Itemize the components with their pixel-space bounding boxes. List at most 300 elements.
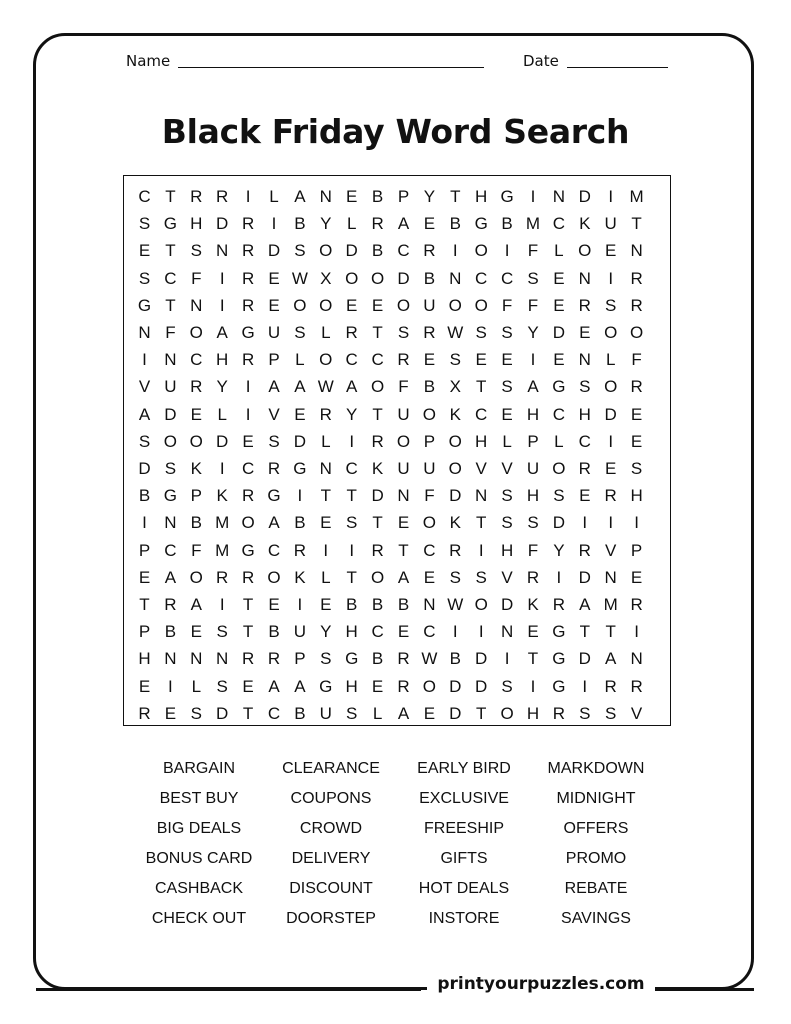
grid-letter[interactable]: I <box>634 513 639 533</box>
grid-letter[interactable]: S <box>501 323 513 342</box>
grid-letter[interactable]: I <box>219 295 225 315</box>
grid-letter[interactable]: O <box>293 295 307 315</box>
grid-letter[interactable]: N <box>500 622 514 642</box>
grid-letter[interactable]: C <box>267 540 281 560</box>
grid-letter[interactable]: E <box>501 350 513 370</box>
grid-letter[interactable]: O <box>448 295 462 315</box>
grid-letter[interactable]: S <box>320 649 332 669</box>
grid-letter[interactable]: P <box>294 649 306 669</box>
grid-letter[interactable]: O <box>319 241 333 261</box>
grid-letter[interactable]: O <box>552 459 566 478</box>
grid-letter[interactable]: C <box>138 187 151 206</box>
grid-letter[interactable]: S <box>501 513 513 533</box>
grid-letter[interactable]: N <box>552 187 566 206</box>
grid-letter[interactable]: I <box>608 513 614 533</box>
grid-letter[interactable]: R <box>138 703 151 723</box>
grid-letter[interactable]: N <box>164 513 177 533</box>
grid-letter[interactable]: T <box>165 295 176 315</box>
grid-letter[interactable]: M <box>215 540 230 560</box>
grid-letter[interactable]: P <box>423 431 436 451</box>
grid-letter[interactable]: O <box>370 377 385 397</box>
grid-letter[interactable]: B <box>371 595 384 614</box>
grid-letter[interactable]: O <box>474 295 488 315</box>
grid-letter[interactable]: R <box>267 459 281 478</box>
grid-letter[interactable]: O <box>422 676 436 696</box>
grid-letter[interactable]: I <box>530 676 536 696</box>
grid-letter[interactable]: P <box>268 350 280 370</box>
grid-letter[interactable]: L <box>321 323 331 342</box>
grid-letter[interactable]: E <box>138 567 151 587</box>
grid-letter[interactable]: L <box>554 241 564 261</box>
grid-letter[interactable]: S <box>475 323 487 342</box>
grid-letter[interactable]: R <box>345 323 358 342</box>
grid-letter[interactable]: I <box>478 540 484 560</box>
grid-letter[interactable]: I <box>452 241 458 261</box>
grid-letter[interactable]: R <box>526 567 540 587</box>
grid-letter[interactable]: H <box>526 703 540 723</box>
grid-letter[interactable]: U <box>423 295 436 315</box>
grid-letter[interactable]: F <box>191 540 202 560</box>
grid-letter[interactable]: B <box>294 513 306 533</box>
grid-letter[interactable]: E <box>605 459 617 478</box>
grid-letter[interactable]: N <box>216 241 229 261</box>
grid-letter[interactable]: O <box>163 431 177 451</box>
grid-letter[interactable]: R <box>630 377 643 397</box>
grid-letter[interactable]: E <box>346 295 358 315</box>
grid-letter[interactable]: R <box>241 241 255 261</box>
grid-letter[interactable]: U <box>293 622 307 642</box>
grid-letter[interactable]: U <box>604 214 617 234</box>
grid-letter[interactable]: E <box>320 513 332 533</box>
grid-letter[interactable]: A <box>294 676 306 696</box>
grid-letter[interactable]: D <box>138 459 151 478</box>
grid-letter[interactable]: E <box>371 295 384 315</box>
grid-letter[interactable]: R <box>397 350 410 370</box>
grid-letter[interactable]: F <box>527 540 539 560</box>
grid-letter[interactable]: G <box>163 214 177 234</box>
grid-letter[interactable]: T <box>320 486 331 506</box>
grid-letter[interactable]: P <box>138 540 151 560</box>
grid-letter[interactable]: V <box>630 703 643 723</box>
grid-letter[interactable]: I <box>530 350 536 370</box>
grid-letter[interactable]: G <box>552 649 566 669</box>
grid-letter[interactable]: S <box>138 268 151 288</box>
grid-letter[interactable]: T <box>139 595 150 614</box>
grid-letter[interactable]: L <box>372 703 383 723</box>
date-field-line[interactable] <box>567 67 668 68</box>
grid-letter[interactable]: I <box>608 187 614 206</box>
grid-letter[interactable]: D <box>578 567 591 587</box>
grid-letter[interactable]: C <box>578 431 591 451</box>
grid-letter[interactable]: E <box>138 241 151 261</box>
grid-letter[interactable]: A <box>397 567 410 587</box>
grid-letter[interactable]: E <box>138 676 151 696</box>
grid-letter[interactable]: C <box>371 622 384 642</box>
grid-letter[interactable]: E <box>630 567 643 587</box>
grid-letter[interactable]: R <box>578 295 591 315</box>
grid-letter[interactable]: H <box>526 404 540 424</box>
grid-letter[interactable]: F <box>501 295 513 315</box>
grid-letter[interactable]: R <box>578 459 591 478</box>
grid-letter[interactable]: E <box>423 350 436 370</box>
grid-letter[interactable]: U <box>164 377 177 397</box>
grid-letter[interactable]: H <box>526 486 540 506</box>
grid-letter[interactable]: P <box>527 431 539 451</box>
grid-letter[interactable]: O <box>474 241 488 261</box>
name-field-line[interactable] <box>178 67 484 68</box>
grid-letter[interactable]: L <box>295 350 305 370</box>
grid-letter[interactable]: A <box>397 214 410 234</box>
grid-letter[interactable]: K <box>449 404 461 424</box>
grid-letter[interactable]: S <box>190 241 202 261</box>
grid-letter[interactable]: F <box>165 323 176 342</box>
grid-letter[interactable]: D <box>475 649 488 669</box>
grid-letter[interactable]: T <box>475 513 487 533</box>
grid-letter[interactable]: H <box>475 187 488 206</box>
grid-letter[interactable]: N <box>190 649 203 669</box>
grid-letter[interactable]: D <box>552 513 566 533</box>
grid-letter[interactable]: S <box>605 295 617 315</box>
grid-letter[interactable]: T <box>346 486 357 506</box>
grid-letter[interactable]: I <box>245 187 251 206</box>
grid-letter[interactable]: P <box>397 187 410 206</box>
grid-letter[interactable]: M <box>215 513 230 533</box>
grid-letter[interactable]: F <box>398 377 409 397</box>
grid-letter[interactable]: C <box>345 350 358 370</box>
grid-letter[interactable]: V <box>501 459 513 478</box>
grid-letter[interactable]: E <box>320 595 332 614</box>
grid-letter[interactable]: S <box>216 676 228 696</box>
grid-letter[interactable]: G <box>345 649 359 669</box>
grid-letter[interactable]: F <box>527 295 539 315</box>
grid-letter[interactable]: C <box>500 268 514 288</box>
grid-letter[interactable]: O <box>189 431 203 451</box>
grid-letter[interactable]: G <box>552 377 566 397</box>
grid-letter[interactable]: C <box>267 703 281 723</box>
grid-letter[interactable]: R <box>216 567 229 587</box>
grid-letter[interactable]: D <box>552 323 566 342</box>
grid-letter[interactable]: B <box>397 595 410 614</box>
grid-letter[interactable]: H <box>138 649 151 669</box>
grid-letter[interactable]: B <box>268 622 280 642</box>
grid-letter[interactable]: N <box>138 323 151 342</box>
grid-letter[interactable]: S <box>294 241 306 261</box>
grid-letter[interactable]: G <box>241 540 255 560</box>
grid-letter[interactable]: A <box>294 187 306 206</box>
grid-letter[interactable]: G <box>241 323 255 342</box>
grid-letter[interactable]: S <box>630 459 643 478</box>
grid-letter[interactable]: R <box>241 486 255 506</box>
grid-letter[interactable]: C <box>552 404 566 424</box>
grid-letter[interactable]: T <box>631 214 642 234</box>
grid-letter[interactable]: R <box>552 703 566 723</box>
grid-letter[interactable]: E <box>553 295 565 315</box>
grid-letter[interactable]: O <box>370 567 385 587</box>
grid-letter[interactable]: K <box>449 513 461 533</box>
grid-letter[interactable]: O <box>604 377 618 397</box>
grid-letter[interactable]: T <box>475 703 487 723</box>
grid-letter[interactable]: L <box>269 187 279 206</box>
grid-letter[interactable]: S <box>294 323 306 342</box>
grid-letter[interactable]: F <box>631 350 642 370</box>
grid-letter[interactable]: S <box>164 459 177 478</box>
grid-letter[interactable]: R <box>397 676 410 696</box>
grid-letter[interactable]: I <box>349 540 355 560</box>
grid-letter[interactable]: A <box>138 404 151 424</box>
grid-letter[interactable]: O <box>345 268 359 288</box>
grid-letter[interactable]: R <box>371 214 384 234</box>
grid-letter[interactable]: B <box>164 622 177 642</box>
grid-letter[interactable]: O <box>422 513 436 533</box>
grid-letter[interactable]: D <box>371 486 384 506</box>
grid-letter[interactable]: S <box>397 323 410 342</box>
grid-letter[interactable]: E <box>527 622 539 642</box>
grid-letter[interactable]: O <box>396 431 411 451</box>
grid-letter[interactable]: E <box>242 431 254 451</box>
grid-letter[interactable]: N <box>319 187 332 206</box>
grid-letter[interactable]: E <box>423 703 436 723</box>
grid-letter[interactable]: E <box>268 595 280 614</box>
grid-letter[interactable]: E <box>371 676 384 696</box>
grid-letter[interactable]: S <box>346 703 358 723</box>
grid-letter[interactable]: B <box>423 268 436 288</box>
grid-letter[interactable]: T <box>372 513 383 533</box>
grid-letter[interactable]: H <box>475 431 488 451</box>
grid-letter[interactable]: S <box>138 214 151 234</box>
grid-letter[interactable]: S <box>346 513 358 533</box>
grid-letter[interactable]: E <box>268 295 280 315</box>
grid-letter[interactable]: U <box>267 323 281 342</box>
grid-letter[interactable]: N <box>630 241 643 261</box>
grid-letter[interactable]: P <box>630 540 643 560</box>
grid-letter[interactable]: P <box>138 622 151 642</box>
grid-letter[interactable]: F <box>191 268 202 288</box>
grid-letter[interactable]: A <box>294 377 306 397</box>
grid-letter[interactable]: M <box>603 595 618 614</box>
grid-letter[interactable]: D <box>500 595 514 614</box>
grid-letter[interactable]: A <box>346 377 358 397</box>
grid-letter[interactable]: N <box>475 486 488 506</box>
grid-letter[interactable]: R <box>267 649 281 669</box>
grid-letter[interactable]: N <box>578 350 591 370</box>
grid-letter[interactable]: S <box>553 486 565 506</box>
grid-letter[interactable]: R <box>604 486 617 506</box>
grid-letter[interactable]: X <box>449 377 461 397</box>
grid-letter[interactable]: G <box>500 187 514 206</box>
grid-letter[interactable]: I <box>297 486 303 506</box>
grid-letter[interactable]: O <box>370 268 385 288</box>
grid-letter[interactable]: A <box>164 567 177 587</box>
grid-letter[interactable]: Y <box>320 622 332 642</box>
grid-letter[interactable]: G <box>552 676 566 696</box>
grid-letter[interactable]: B <box>294 214 306 234</box>
grid-letter[interactable]: I <box>634 622 639 642</box>
grid-letter[interactable]: L <box>554 431 564 451</box>
grid-letter[interactable]: R <box>241 295 255 315</box>
grid-letter[interactable]: B <box>449 649 461 669</box>
grid-letter[interactable]: I <box>582 676 588 696</box>
grid-letter[interactable]: N <box>423 595 436 614</box>
grid-letter[interactable]: G <box>163 486 177 506</box>
grid-letter[interactable]: G <box>552 622 566 642</box>
grid-letter[interactable]: D <box>293 431 307 451</box>
grid-letter[interactable]: B <box>423 377 436 397</box>
grid-letter[interactable]: A <box>579 595 591 614</box>
grid-letter[interactable]: D <box>578 649 591 669</box>
grid-letter[interactable]: L <box>191 676 202 696</box>
grid-letter[interactable]: I <box>219 268 225 288</box>
grid-letter[interactable]: S <box>501 486 513 506</box>
grid-letter[interactable]: L <box>321 567 331 587</box>
grid-letter[interactable]: R <box>423 323 436 342</box>
grid-letter[interactable]: C <box>164 540 177 560</box>
grid-letter[interactable]: N <box>578 268 591 288</box>
grid-letter[interactable]: S <box>475 567 487 587</box>
grid-letter[interactable]: X <box>320 268 332 288</box>
grid-letter[interactable]: R <box>604 676 617 696</box>
grid-letter[interactable]: R <box>578 540 591 560</box>
grid-letter[interactable]: I <box>478 622 484 642</box>
grid-letter[interactable]: R <box>371 431 384 451</box>
grid-letter[interactable]: W <box>447 595 464 614</box>
grid-letter[interactable]: U <box>319 703 332 723</box>
grid-letter[interactable]: R <box>241 268 255 288</box>
grid-letter[interactable]: I <box>530 187 536 206</box>
grid-letter[interactable]: E <box>501 404 513 424</box>
grid-letter[interactable]: R <box>423 241 436 261</box>
grid-letter[interactable]: G <box>267 486 281 506</box>
grid-letter[interactable]: Y <box>553 540 565 560</box>
grid-letter[interactable]: B <box>138 486 151 506</box>
grid-letter[interactable]: T <box>346 567 357 587</box>
grid-letter[interactable]: I <box>245 377 251 397</box>
grid-letter[interactable]: U <box>423 459 436 478</box>
grid-letter[interactable]: C <box>164 268 177 288</box>
grid-letter[interactable]: S <box>579 377 591 397</box>
grid-letter[interactable]: S <box>449 567 461 587</box>
grid-letter[interactable]: E <box>605 241 617 261</box>
grid-letter[interactable]: I <box>142 350 147 370</box>
grid-letter[interactable]: P <box>190 486 202 506</box>
grid-letter[interactable]: K <box>294 567 306 587</box>
grid-letter[interactable]: T <box>372 404 383 424</box>
grid-letter[interactable]: R <box>241 214 255 234</box>
grid-letter[interactable]: V <box>268 404 280 424</box>
grid-letter[interactable]: I <box>142 513 147 533</box>
grid-letter[interactable]: I <box>556 567 562 587</box>
grid-letter[interactable]: O <box>396 295 411 315</box>
grid-letter[interactable]: R <box>241 567 255 587</box>
grid-letter[interactable]: Y <box>527 323 539 342</box>
grid-letter[interactable]: K <box>190 459 202 478</box>
grid-letter[interactable]: L <box>321 431 331 451</box>
grid-letter[interactable]: S <box>579 703 591 723</box>
grid-letter[interactable]: S <box>190 703 202 723</box>
grid-letter[interactable]: S <box>138 431 151 451</box>
grid-letter[interactable]: O <box>319 295 333 315</box>
grid-letter[interactable]: W <box>291 268 308 288</box>
grid-letter[interactable]: R <box>397 649 410 669</box>
grid-letter[interactable]: E <box>423 214 436 234</box>
grid-letter[interactable]: C <box>397 241 410 261</box>
grid-letter[interactable]: O <box>189 567 203 587</box>
grid-letter[interactable]: C <box>552 214 566 234</box>
grid-letter[interactable]: K <box>371 459 384 478</box>
grid-letter[interactable]: N <box>216 649 229 669</box>
grid-letter[interactable]: H <box>216 350 229 370</box>
grid-letter[interactable]: N <box>449 268 462 288</box>
grid-letter[interactable]: D <box>164 404 177 424</box>
grid-letter[interactable]: I <box>245 404 251 424</box>
grid-letter[interactable]: E <box>579 486 591 506</box>
grid-letter[interactable]: T <box>605 622 616 642</box>
grid-letter[interactable]: A <box>268 513 280 533</box>
grid-letter[interactable]: E <box>268 268 280 288</box>
grid-letter[interactable]: H <box>500 540 514 560</box>
grid-letter[interactable]: B <box>371 241 384 261</box>
grid-letter[interactable]: F <box>527 241 539 261</box>
grid-letter[interactable]: U <box>397 404 410 424</box>
grid-letter[interactable]: S <box>449 350 461 370</box>
grid-letter[interactable]: B <box>371 187 384 206</box>
grid-letter[interactable]: I <box>349 431 355 451</box>
grid-letter[interactable]: S <box>501 377 513 397</box>
grid-letter[interactable]: Y <box>320 214 332 234</box>
grid-letter[interactable]: D <box>475 676 488 696</box>
grid-letter[interactable]: R <box>241 649 255 669</box>
grid-letter[interactable]: H <box>345 676 358 696</box>
grid-letter[interactable]: E <box>579 323 591 342</box>
grid-letter[interactable]: L <box>502 431 512 451</box>
grid-letter[interactable]: D <box>578 187 591 206</box>
grid-letter[interactable]: C <box>371 350 384 370</box>
grid-letter[interactable]: D <box>216 214 229 234</box>
grid-letter[interactable]: Y <box>216 377 228 397</box>
grid-letter[interactable]: I <box>504 241 510 261</box>
grid-letter[interactable]: O <box>319 350 333 370</box>
grid-letter[interactable]: G <box>293 459 307 478</box>
grid-letter[interactable]: I <box>219 459 225 478</box>
grid-letter[interactable]: T <box>165 241 176 261</box>
grid-letter[interactable]: S <box>216 622 228 642</box>
grid-letter[interactable]: V <box>138 377 151 397</box>
grid-letter[interactable]: R <box>164 595 177 614</box>
grid-letter[interactable]: A <box>268 676 280 696</box>
grid-letter[interactable]: R <box>190 377 203 397</box>
grid-letter[interactable]: C <box>475 404 488 424</box>
grid-letter[interactable]: L <box>605 350 616 370</box>
grid-letter[interactable]: R <box>630 295 643 315</box>
grid-letter[interactable]: W <box>317 377 334 397</box>
grid-letter[interactable]: K <box>216 486 228 506</box>
grid-letter[interactable]: I <box>608 268 614 288</box>
grid-letter[interactable]: I <box>219 595 225 614</box>
grid-letter[interactable]: N <box>604 567 617 587</box>
grid-letter[interactable]: S <box>527 513 539 533</box>
grid-letter[interactable]: E <box>397 622 410 642</box>
grid-letter[interactable]: E <box>242 676 254 696</box>
grid-letter[interactable]: T <box>475 377 487 397</box>
grid-letter[interactable]: N <box>164 350 177 370</box>
grid-letter[interactable]: V <box>475 459 487 478</box>
grid-letter[interactable]: L <box>346 214 357 234</box>
grid-letter[interactable]: H <box>345 622 358 642</box>
grid-letter[interactable]: U <box>397 459 410 478</box>
grid-letter[interactable]: S <box>605 703 617 723</box>
grid-letter[interactable]: E <box>190 622 202 642</box>
grid-letter[interactable]: O <box>448 459 462 478</box>
grid-letter[interactable]: B <box>346 595 358 614</box>
